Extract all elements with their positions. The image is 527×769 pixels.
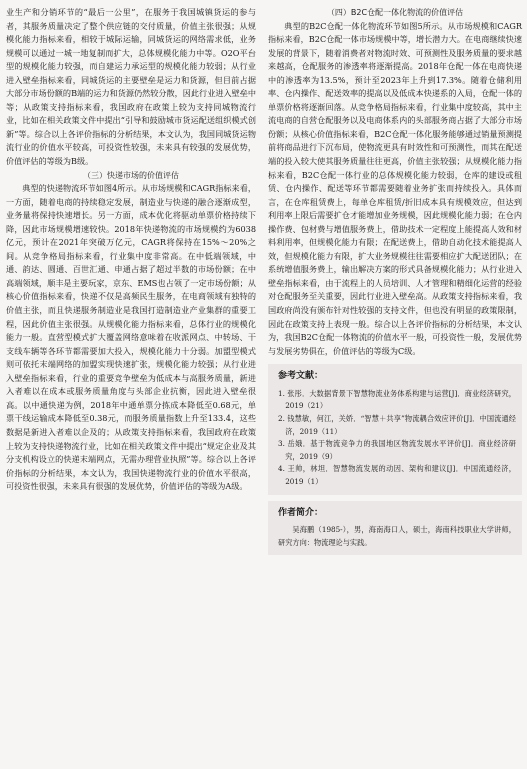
references-box	[268, 364, 522, 494]
reference-item: 2. 钱慧敏，何江，关娇．“智慧＋共享”物流耦合效应评价[J]．中国流通经济，2019（11）	[278, 413, 516, 436]
reference-item: 3. 岳娥．基于物流竞争力的我国地区物流发展水平评价[J]．商业经济研究，2019（9）	[278, 439, 516, 461]
section-heading-express: （三）快递市场的价值评估	[83, 170, 179, 180]
author-bio: 吴海鹏（1985-），男，海南海口人，硕士，海南科技职业大学讲师，研究方向：物流理论与实践。	[278, 525, 516, 547]
right-column	[268, 6, 522, 555]
references-title: 参考文献：	[278, 371, 324, 382]
reference-item: 4. 王帅，林坦．智慧物流发展的动因、架构和建议[J]．中国流通经济，2019（1）	[278, 464, 516, 486]
reference-item: 1. 张彤．大数据背景下智慧物流业务体系构建与运营[J]．商业经济研究，2019（21）	[278, 388, 516, 411]
section-heading-b2c: （四）B2C仓配一体化物流的价值评估	[326, 8, 464, 17]
express-paragraph: 典型的快递物流环节如图4所示。从市场规模和CAGR指标来看，一方面，随着电商的持续稳定发展，制造业与快递的融合逐渐成型，业务量将保持快速增长。另一方面，成本优化将驱动单票价格持续下降，因此市场规模增速较快。2018年快递物流的市场规模约为6038亿元，预计在2021年突破万亿元，CAGR将保持在15%～20%之间。从竞争格局指标来看，行业集中度非常高。在中低端领域，中通、韵达、圆通、百世汇通、申通占据了超过半数的市场份额；在中高端领域，顺丰是主要玩家，京东、EMS也占领了一定市场份额；从核心价值指标来看，快递不仅是高频民生服务，在电商领域有独特的价值主张，而且快递服务制造业是我国打造制造业产业集群的重要工程，因此价值主张很强。从规模化能力指标来看，总体行业的规模化能力一般。直营型模式扩大覆盖网络意味着在收派网点、中转场、干支线车辆等各环节都需要加大投入，规模化能力十分弱。加盟型模式则可依托末端网络的加盟实现快速扩张，规模化能力较强；从行业进入壁垒指标来看，行业的重要竞争壁垒为低成本与高服务质量，新进入者难以在成本或服务质量角度与头部企业抗衡，因此进入壁垒很高。以中通快递为例，2018年中通单票分拣成本降低至0.68元，单票干线运输成本降低至0.38元，而服务质量指数上升至133.4，这些数据是新进入者难以企及的；从政策支持指标来看，我国政府在政策上较为支持快递物流行业，比如在相关政策文件中提出“规定企业及其分支机构设立的快递末端网点，无需办理营业执照”等。综合以上各评价指标的分析结果，本文认为，我国快递物流行业的价值水平很高，可投资性很强，未来具有很强的发展优势，价值评估的等级为A级。	[6, 183, 256, 492]
author-title: 作者简介：	[278, 507, 324, 518]
b2c-paragraph: 典型的B2C仓配一体化物流环节如图5所示。从市场规模和CAGR指标来看，B2C仓配一体市场规模中等，增长潜力大。在电商继续快速发展的背景下，随着消费者对物流时效、可预测性及服务质量的要求越来越高，仓配服务的渗透率将逐渐提高。2018年仓配一体在电商快递中的渗透率为13.5%，预计至2023年上升到17.3%。随着仓储利用率、仓内操作、配送效率的提高以及低成本快递系的入局，仓配一体的单票价格将逐渐回落。从竞争格局指标来看，行业集中度较高，其中主流电商的自营仓配服务以及电商体系内的头部服务商占据了大部分市场份额；从核心价值指标来看，B2C仓配一体化服务能够通过销量预测提前将商品进行下沉布局，使物流更具有时效性和可预测性，而其在配送端的投入较大使其服务质量往往更高，价值主张较强；从规模化能力指标来看，B2C仓配一体行业的总体规模化能力较弱，仓库的建设或租赁、仓内操作、配送等环节都需要随着业务扩张而持续投入。具体而言，在仓库租赁费上，每单仓库租赁/折旧成本具有规模效应，但达到利用率上限后需要扩仓才能增加业务规模，因此规模化能力弱；在仓内操作费、包材费与增值服务费上，借助技术一定程度上能提高人效和材料利用率，但规模化能力有限；在配送费上，借助自动化技术能提高人效，但规模化能力有限，扩大业务规模往往需要相应扩大配送团队；在系统增值服务费上，输出解决方案的形式具备规模化能力；从行业进入壁垒指标来看，由于流程上的人员培训、人才管理和精细化运营的经验对仓配服务至关重要，因此行业进入壁垒高。从政策支持指标来看，我国政府尚没有颁布针对性较强的支持文件，但也没有明显的政策限制，因此在政策支持上表现一般。综合以上各评价指标的分析结果，本文认为，我国B2C仓配一体物流的价值水平一般，可投资性一般，发展优势与发展劣势俱在，价值评估的等级为C级。	[268, 20, 522, 356]
intro-paragraph: 业生产和分销环节的“最后一公里”，在服务于我国城镇货运的参与者，其服务质量决定了整个供应链的交付质量，价值主张很强；从规模化能力指标来看，相较于城际运输，同城货运的网络需求低，业务规模可以通过一城一地复制而扩大，总体规模化能力中等。O2O平台型的规模化能力较强，而自建运力承运型的规模化能力较弱；从行业进入壁垒指标来看，同城货运的主要壁垒是运力和货源，但目前占据大部分市场份额的B端的运力和货源仍然较分散，因此行业进入壁垒中等；从政策支持指标来看，我国政府在政策上较为支持同城物流行业，比如在相关政策文件中提出“引导和鼓励城市货运配送组织模式创新”等。综合以上各评价指标的分析结果，本文认为，我国同城货运物流行业的价值水平较高，可投资性较强，未来具有较强的发展优势，价值评估的等级为B级。	[6, 7, 256, 167]
author-box	[268, 501, 522, 556]
left-column	[6, 6, 256, 494]
